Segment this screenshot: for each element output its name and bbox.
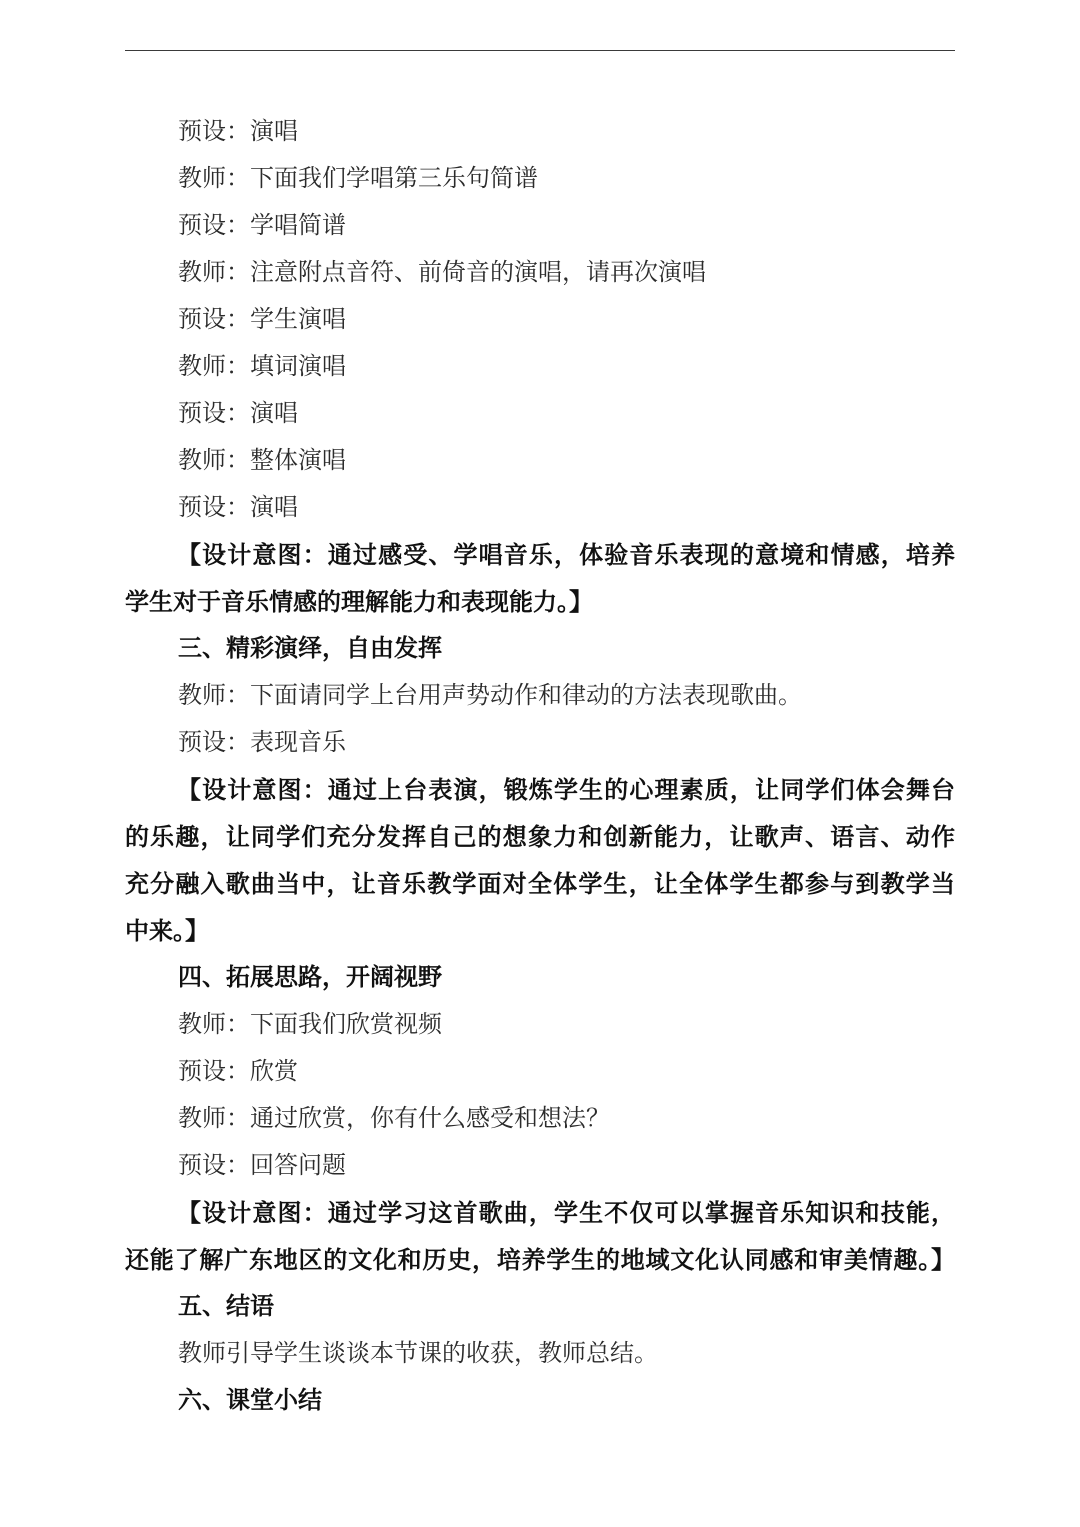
body-line: 教师：注意附点音符、前倚音的演唱，请再次演唱 xyxy=(178,258,706,286)
section-heading: 三、精彩演绎，自由发挥 xyxy=(178,634,442,662)
body-line: 预设：欣赏 xyxy=(178,1057,298,1085)
body-line: 预设：回答问题 xyxy=(178,1151,346,1179)
body-line: 预设：演唱 xyxy=(178,493,298,521)
body-line: 教师：通过欣赏，你有什么感受和想法？ xyxy=(178,1104,610,1132)
header-rule xyxy=(125,50,955,51)
design-intent-line: 【设计意图：通过感受、学唱音乐，体验音乐表现的意境和情感，培养 xyxy=(177,540,955,569)
section-heading: 五、结语 xyxy=(178,1292,274,1320)
design-intent-line: 充分融入歌曲当中，让音乐教学面对全体学生，让全体学生都参与到教学当 xyxy=(125,869,955,898)
document-body xyxy=(0,108,1080,1424)
body-line: 教师：下面我们欣赏视频 xyxy=(178,1010,442,1038)
body-line: 预设：学生演唱 xyxy=(178,305,346,333)
body-line: 教师：下面请同学上台用声势动作和律动的方法表现歌曲。 xyxy=(178,681,802,709)
design-intent-line: 中来。】 xyxy=(125,916,209,945)
design-intent-line: 【设计意图：通过上台表演，锻炼学生的心理素质，让同学们体会舞台 xyxy=(177,775,955,804)
design-intent-line: 【设计意图：通过学习这首歌曲，学生不仅可以掌握音乐知识和技能， xyxy=(177,1198,955,1227)
body-line: 预设：表现音乐 xyxy=(178,728,346,756)
body-line: 教师：下面我们学唱第三乐句简谱 xyxy=(178,164,538,192)
section-heading: 六、课堂小结 xyxy=(178,1386,322,1414)
body-line: 预设：演唱 xyxy=(178,117,298,145)
body-line: 教师引导学生谈谈本节课的收获，教师总结。 xyxy=(178,1339,658,1367)
body-line: 教师：整体演唱 xyxy=(178,446,346,474)
section-heading: 四、拓展思路，开阔视野 xyxy=(178,963,442,991)
design-intent-line: 的乐趣，让同学们充分发挥自己的想象力和创新能力，让歌声、语言、动作 xyxy=(125,822,955,851)
body-line: 预设：演唱 xyxy=(178,399,298,427)
body-line: 预设：学唱简谱 xyxy=(178,211,346,239)
body-line: 教师：填词演唱 xyxy=(178,352,346,380)
design-intent-line: 学生对于音乐情感的理解能力和表现能力。】 xyxy=(125,587,593,616)
design-intent-line: 还能了解广东地区的文化和历史，培养学生的地域文化认同感和审美情趣。】 xyxy=(125,1245,955,1274)
